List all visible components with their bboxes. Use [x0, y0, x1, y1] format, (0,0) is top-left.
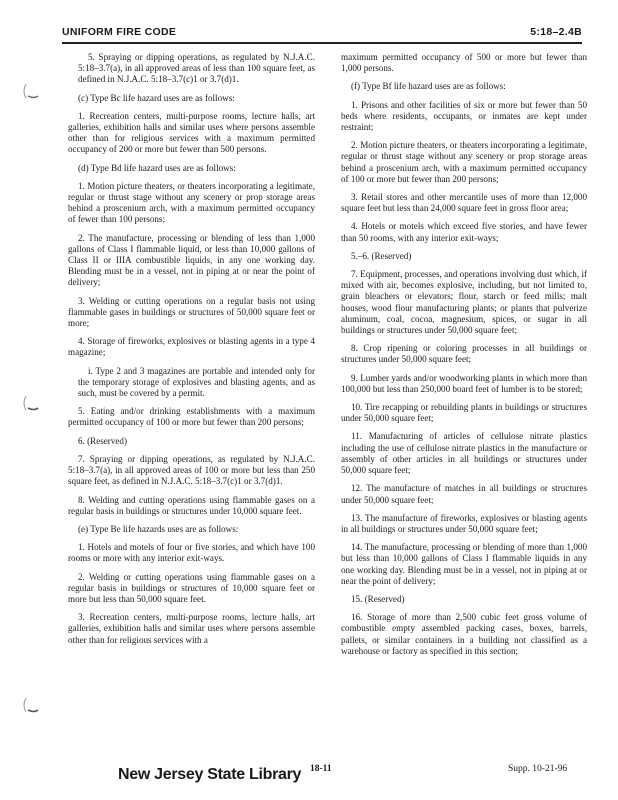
paragraph: 7. Equipment, processes, and operations involving dust which, if mixed with air, becomes explosive, including, but not limited to, grain bleachers or elevators; flour, starch or feed mills; malt houses, wood flour manufacturing plants; or plants that pulverize aluminum, coal, cocoa, magnesium, spices, or sugar in all buildings or structures under 50,000 square feet; [341, 269, 587, 336]
paragraph: 3. Welding or cutting operations on a regular basis not using flammable gases in buildings or structures of 50,000 square feet or more; [68, 295, 315, 329]
paragraph: 11. Manufacturing of articles of cellulose nitrate plastics including the use of cellulose nitrate plastics in the manufacture or assembly of other articles in all buildings or structures under 50,000 square feet; [341, 431, 587, 476]
paragraph: 1. Motion picture theaters, or theaters incorporating a legitimate, regular or thrust stage without any scenery or prop storage areas behind a proscenium arch, with a maximum permitted occupancy of fewer than 100 persons; [68, 180, 315, 225]
page-number: 18-11 [310, 764, 332, 774]
paragraph: (e) Type Be life hazards uses are as follows: [78, 523, 239, 534]
paragraph: 15. (Reserved) [351, 593, 405, 604]
paragraph: 1. Hotels and motels of four or five stories, and which have 100 rooms or more with any interior exit-ways. [68, 542, 315, 564]
left-text-column [68, 52, 315, 653]
paragraph: 1. Prisons and other facilities of six or more but fewer than 50 beds where residents, occupants, or inmates are kept under restraint; [341, 99, 587, 133]
paragraph: 4. Hotels or motels which exceed five stories, and have fewer than 50 rooms, with any interior exit-ways; [341, 221, 587, 243]
paragraph: 6. (Reserved) [78, 435, 127, 446]
punch-hole-mark [20, 694, 42, 716]
paragraph: (f) Type Bf life hazard uses are as follows: [351, 81, 506, 92]
paragraph: (d) Type Bd life hazard uses are as follows: [78, 162, 236, 173]
paragraph: 7. Spraying or dipping operations, as regulated by N.J.A.C. 5:18–3.7(a), in all approved areas of 100 or more but less than 250 square feet, as defined in N.J.A.C. 5:18–3.7(c)1 or 3.7(d)1. [68, 453, 315, 487]
header-title: UNIFORM FIRE CODE [62, 26, 177, 38]
paragraph: 2. The manufacture, processing or blending of less than 1,000 gallons of Class I flammable liquid, or less than 10,000 gallons of Class II or IIIA combustible liquids, in any one working day. Blending must be in a vessel, not in piping at or near the point of delivery; [68, 232, 315, 288]
running-header [62, 26, 582, 44]
paragraph: 4. Storage of fireworks, explosives or blasting agents in a type 4 magazine; [68, 336, 315, 358]
paragraph: 5. Spraying or dipping operations, as regulated by N.J.A.C. 5:18–3.7(a), in all approved areas of less than 100 square feet, as defined in N.J.A.C. 5:18–3.7(c)1 or 3.7(d)1. [78, 52, 315, 85]
paragraph: 2. Motion picture theaters, or theaters incorporating a legitimate, regular or thrust stage without any scenery or prop storage areas behind a proscenium arch, with a maximum permitted occupancy of 100 or more but fewer than 200 persons; [341, 140, 587, 184]
paragraph: 8. Welding and cutting operations using flammable gases on a regular basis in buildings or structures under 10,000 square feet. [68, 494, 315, 516]
header-section-number: 5:18–2.4B [530, 26, 582, 38]
paragraph: 8. Crop ripening or coloring processes in all buildings or structures under 50,000 square feet; [341, 343, 587, 365]
library-stamp: New Jersey State Library [118, 766, 302, 783]
paragraph: 1. Recreation centers, multi-purpose rooms, lecture halls, art galleries, exhibition halls and similar uses where persons assemble other than for religious services with a maximum permitted occupancy of 200 or more but fewer than 500 persons. [68, 110, 315, 155]
paragraph: 5.–6. (Reserved) [351, 250, 412, 261]
paragraph: 3. Retail stores and other mercantile uses of more than 12,000 square feet but less than 24,000 square feet in gross floor area; [341, 192, 587, 214]
paragraph: 10. Tire recapping or rebuilding plants in buildings or structures under 50,000 square feet; [341, 402, 587, 424]
paragraph: 3. Recreation centers, multi-purpose rooms, lecture halls, art galleries, exhibition halls and similar uses where persons assemble other than for religious services with a [68, 612, 315, 645]
paragraph: maximum permitted occupancy of 500 or more but fewer than 1,000 persons. [341, 52, 587, 74]
punch-hole-mark [20, 80, 42, 102]
supplement-date: Supp. 10-21-96 [508, 764, 568, 774]
paragraph: 5. Eating and/or drinking establishments with a maximum permitted occupancy of 100 or more but fewer than 200 persons; [68, 406, 315, 428]
paragraph: (c) Type Bc life hazard uses are as follows: [78, 92, 235, 103]
page-footer [0, 760, 618, 790]
paragraph: i. Type 2 and 3 magazines are portable and intended only for the temporary storage of explosives and blasting agents, and as such, must be covered by a permit. [78, 365, 315, 399]
right-text-column [341, 52, 587, 664]
paragraph: 9. Lumber yards and/or woodworking plants in which more than 100,000 but less than 250,000 board feet of lumber is to be stored; [341, 372, 587, 394]
punch-hole-mark [20, 392, 42, 414]
paragraph: 16. Storage of more than 2,500 cubic feet gross volume of combustible empty assembled packing cases, boxes, barrels, pallets, or similar containers in a building not classified as a warehouse or factory as specified in this section; [341, 612, 587, 656]
paragraph: 14. The manufacture, processing or blending of more than 1,000 but less than 10,000 gallons of Class I flammable liquids in any one working day. Blending must be in a vessel, not in piping at or near the point of delivery; [341, 542, 587, 586]
paragraph: 12. The manufacture of matches in all buildings or structures under 50,000 square feet; [341, 483, 587, 505]
paragraph: 2. Welding or cutting operations using flammable gases on a regular basis in buildings or structures of 10,000 square feet or more but less than 50,000 square feet. [68, 571, 315, 604]
paragraph: 13. The manufacture of fireworks, explosives or blasting agents in all buildings or structures under 50,000 square feet; [341, 512, 587, 534]
